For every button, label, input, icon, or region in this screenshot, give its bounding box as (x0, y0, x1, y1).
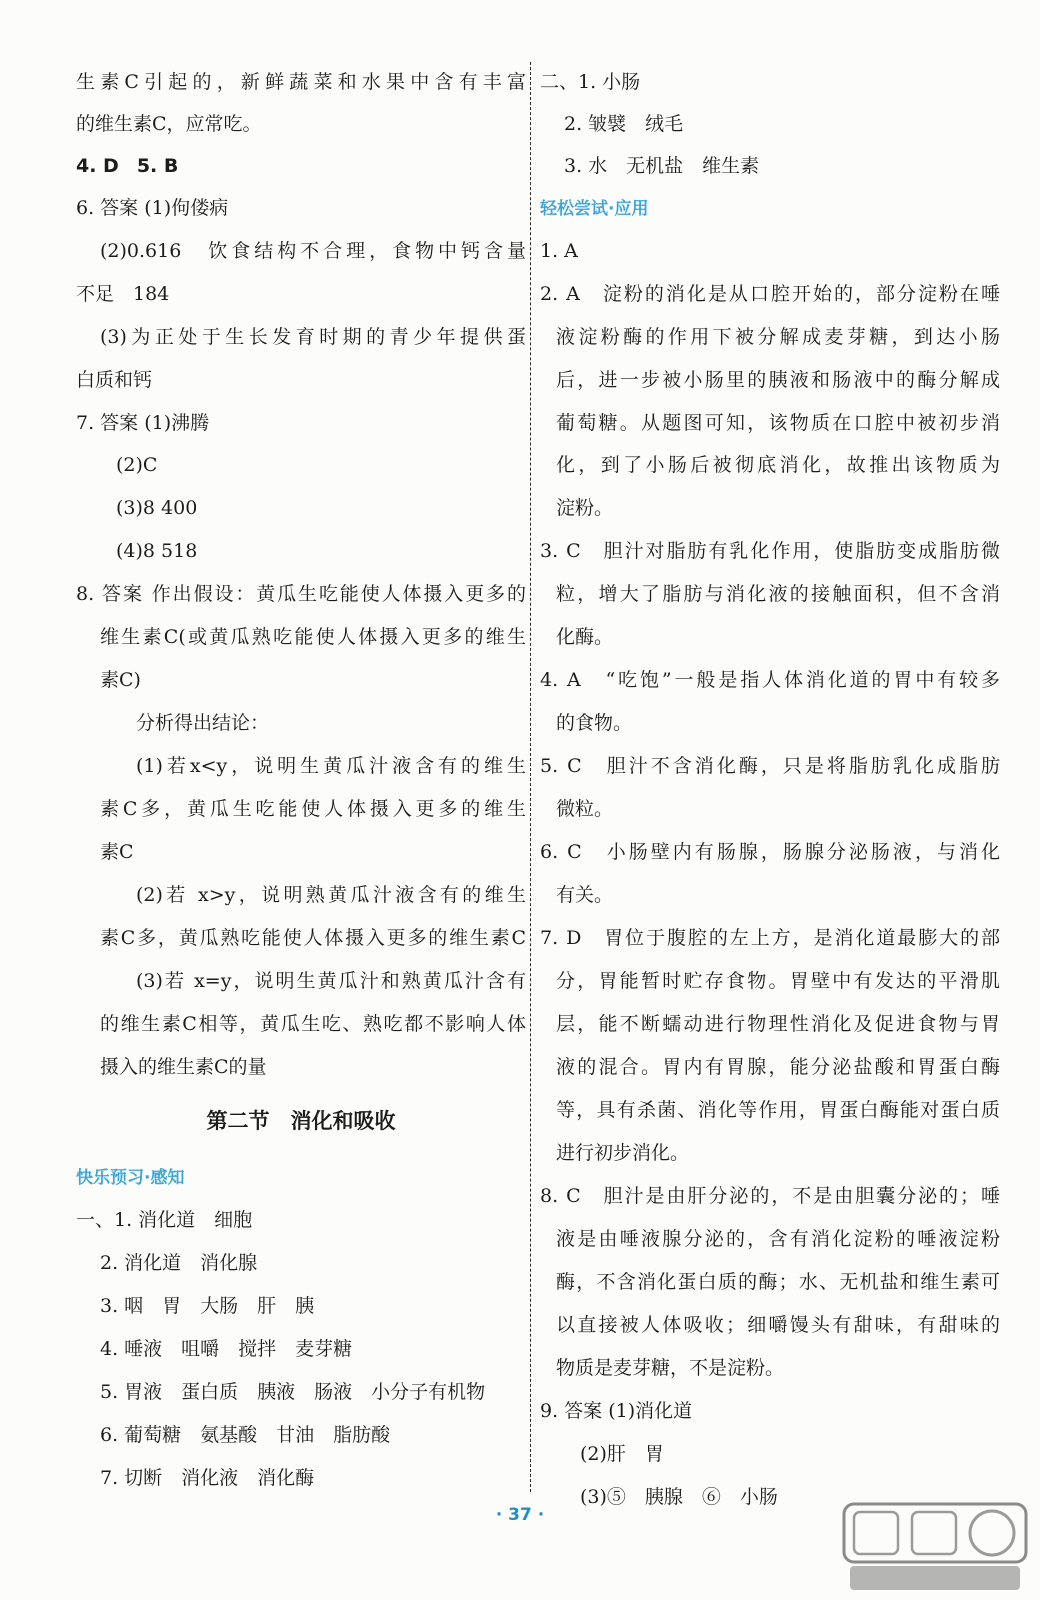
text-line: (3)8 400 (116, 497, 198, 519)
text-line: 1. A (540, 240, 578, 262)
text-line: 液淀粉酶的作用下被分解成麦芽糖，到达小肠 (556, 326, 1000, 348)
text-line: 维生素C(或黄瓜熟吃能使人体摄入更多的维生 (100, 626, 526, 648)
column-divider (530, 62, 531, 1492)
text-line: 层，能不断蠕动进行物理性消化及促进食物与胃 (556, 1013, 1000, 1035)
text-line: 6. 答案 (1)佝偻病 (76, 197, 229, 219)
text-line: (2)若 x>y，说明熟黄瓜汁液含有的维生 (136, 884, 526, 906)
text-line: 2. A 淀粉的消化是从口腔开始的，部分淀粉在唾 (540, 283, 1000, 305)
text-line: 白质和钙 (76, 369, 153, 391)
section-title: 第二节 消化和吸收 (206, 1109, 396, 1133)
text-line: 4. 唾液 咀嚼 搅拌 麦芽糖 (100, 1338, 353, 1360)
text-line: 葡萄糖。从题图可知，该物质在口腔中被初步消 (556, 412, 1000, 434)
text-line: 2. 消化道 消化腺 (100, 1252, 258, 1274)
text-line: 后，进一步被小肠里的胰液和肠液中的酶分解成 (556, 369, 1000, 391)
page-number: · 37 · (495, 1505, 545, 1525)
answer-5: 5. B (136, 155, 179, 177)
text-line: (2)C (116, 454, 158, 476)
text-line: 生素C引起的，新鲜蔬菜和水果中含有丰富 (76, 71, 526, 93)
text-line: 进行初步消化。 (556, 1142, 690, 1164)
text-line: 8. C 胆汁是由肝分泌的，不是由胆囊分泌的；唾 (540, 1185, 1000, 1207)
text-line: 8. 答案 作出假设：黄瓜生吃能使人体摄入更多的 (76, 583, 526, 605)
text-line: 以直接被人体吸收；细嚼馒头有甜味，有甜味的 (556, 1314, 1000, 1336)
text-line: 淀粉。 (556, 497, 614, 519)
text-line: (2)肝 胃 (580, 1443, 664, 1465)
text-line: (3)⑤ 胰腺 ⑥ 小肠 (580, 1486, 778, 1508)
text-line: 7. 答案 (1)沸腾 (76, 412, 210, 434)
answer-4-5 (76, 146, 526, 186)
text-line: 6. C 小肠壁内有肠腺，肠腺分泌肠液，与消化 (540, 841, 1000, 863)
text-line: 的食物。 (556, 712, 633, 734)
text-line: 的维生素C相等，黄瓜生吃、熟吃都不影响人体 (100, 1013, 526, 1035)
text-line: 5. C 胆汁不含消化酶，只是将脂肪乳化成脂肪 (540, 755, 1000, 777)
section-label-apply: 轻松尝试·应用 (540, 199, 649, 219)
text-line: 9. 答案 (1)消化道 (540, 1400, 693, 1422)
text-line: 7. 切断 消化液 消化酶 (100, 1467, 315, 1489)
text-line: 素C多，黄瓜生吃能使人体摄入更多的维生 (100, 798, 526, 820)
text-line: 不足 184 (76, 283, 170, 305)
answer-4: 4. D (76, 155, 119, 177)
section-label-preview: 快乐预习·感知 (76, 1168, 185, 1188)
text-line: 6. 葡萄糖 氨基酸 甘油 脂肪酸 (100, 1424, 391, 1446)
text-line: 酶，不含消化蛋白质的酶；水、无机盐和维生素可 (556, 1271, 1000, 1293)
text-line: 摄入的维生素C的量 (100, 1056, 267, 1078)
text-line: 物质是麦芽糖，不是淀粉。 (556, 1357, 785, 1379)
text-line: 液的混合。胃内有胃腺，能分泌盐酸和胃蛋白酶 (556, 1056, 1000, 1078)
text-line: 等，具有杀菌、消化等作用，胃蛋白酶能对蛋白质 (556, 1099, 1000, 1121)
text-line: 分，胃能暂时贮存食物。胃壁中有发达的平滑肌 (556, 970, 1000, 992)
text-line: (3)为正处于生长发育时期的青少年提供蛋 (100, 326, 526, 348)
text-line: 7. D 胃位于腹腔的左上方，是消化道最膨大的部 (540, 927, 1000, 949)
text-line: (1)若x<y，说明生黄瓜汁液含有的维生 (136, 755, 526, 777)
text-line: 素C (100, 841, 134, 863)
text-line: 化，到了小肠后被彻底消化，故推出该物质为 (556, 454, 1000, 476)
text-line: 粒，增大了脂肪与消化液的接触面积，但不含消 (556, 583, 1000, 605)
text-line: 分析得出结论： (136, 712, 270, 734)
text-line: 一、1. 消化道 细胞 (76, 1209, 253, 1231)
text-line: 3. C 胆汁对脂肪有乳化作用，使脂肪变成脂肪微 (540, 540, 1000, 562)
text-line: (4)8 518 (116, 540, 198, 562)
text-line: 2. 皱襞 绒毛 (564, 113, 684, 135)
text-line: 4. A “吃饱”一般是指人体消化道的胃中有较多 (540, 669, 1000, 691)
text-line: (2)0.616 饮食结构不合理，食物中钙含量 (100, 240, 526, 262)
text-line: 3. 咽 胃 大肠 肝 胰 (100, 1295, 315, 1317)
text-line: 3. 水 无机盐 维生素 (564, 155, 760, 177)
text-line: 有关。 (556, 884, 614, 906)
text-line: 化酶。 (556, 626, 614, 648)
text-line: 的维生素C，应常吃。 (76, 113, 262, 135)
text-line: 微粒。 (556, 798, 614, 820)
text-line: 素C) (100, 669, 141, 691)
text-line: 素C多，黄瓜熟吃能使人体摄入更多的维生素C (100, 927, 526, 949)
text-line: (3)若 x=y，说明生黄瓜汁和熟黄瓜汁含有 (136, 970, 526, 992)
text-line: 二、1. 小肠 (540, 71, 641, 93)
text-line: 液是由唾液腺分泌的，含有消化淀粉的唾液淀粉 (556, 1228, 1000, 1250)
watermark-logo (840, 1500, 1030, 1595)
text-line: 5. 胃液 蛋白质 胰液 肠液 小分子有机物 (100, 1381, 486, 1403)
